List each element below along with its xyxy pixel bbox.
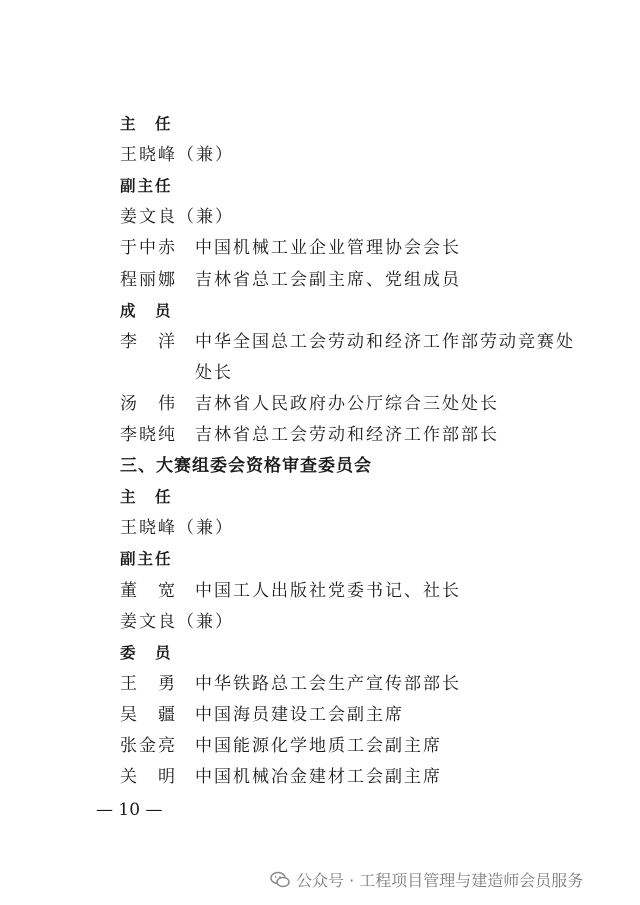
watermark-text: 公众号 · 工程项目管理与建造师会员服务 [296,871,584,890]
member-name: 关 明 [120,767,177,787]
member-title-continued: 处长 [195,363,233,383]
member-name: 姜文良（兼） [120,612,234,632]
wechat-icon [270,871,290,889]
member-name: 王晓峰（兼） [120,518,234,538]
watermark [270,868,583,891]
role-heading: 主 任 [120,488,173,506]
member-title: 吉林省总工会劳动和经济工作部部长 [195,425,499,445]
member-name: 李 洋 [120,332,177,352]
role-heading: 委 员 [120,644,173,662]
role-heading: 副主任 [120,177,173,195]
member-title: 中华全国总工会劳动和经济工作部劳动竞赛处 [195,332,575,352]
member-name: 李晓纯 [120,425,177,445]
role-heading: 主 任 [120,115,173,133]
member-title: 中国海员建设工会副主席 [195,705,404,725]
member-title: 中国机械冶金建材工会副主席 [195,767,442,787]
member-name: 吴 疆 [120,705,177,725]
section-heading: 三、大赛组委会资格审查委员会 [120,456,372,476]
member-name: 王 勇 [120,674,177,694]
member-title: 中国工人出版社党委书记、社长 [195,581,461,601]
role-heading: 成 员 [120,302,173,320]
member-name: 姜文良（兼） [120,207,234,227]
member-title: 中国机械工业企业管理协会会长 [195,238,461,258]
member-name: 程丽娜 [120,270,177,290]
member-title: 吉林省人民政府办公厅综合三处处长 [195,394,499,414]
member-title: 中华铁路总工会生产宣传部部长 [195,674,461,694]
role-heading: 副主任 [120,550,173,568]
member-title: 中国能源化学地质工会副主席 [195,736,442,756]
member-name: 汤 伟 [120,394,177,414]
member-name: 董 宽 [120,581,177,601]
member-title: 吉林省总工会副主席、党组成员 [195,270,461,290]
member-name: 于中赤 [120,238,177,258]
member-name: 张金亮 [120,736,177,756]
member-name: 王晓峰（兼） [120,145,234,165]
page-number: — 10 — [96,800,163,820]
